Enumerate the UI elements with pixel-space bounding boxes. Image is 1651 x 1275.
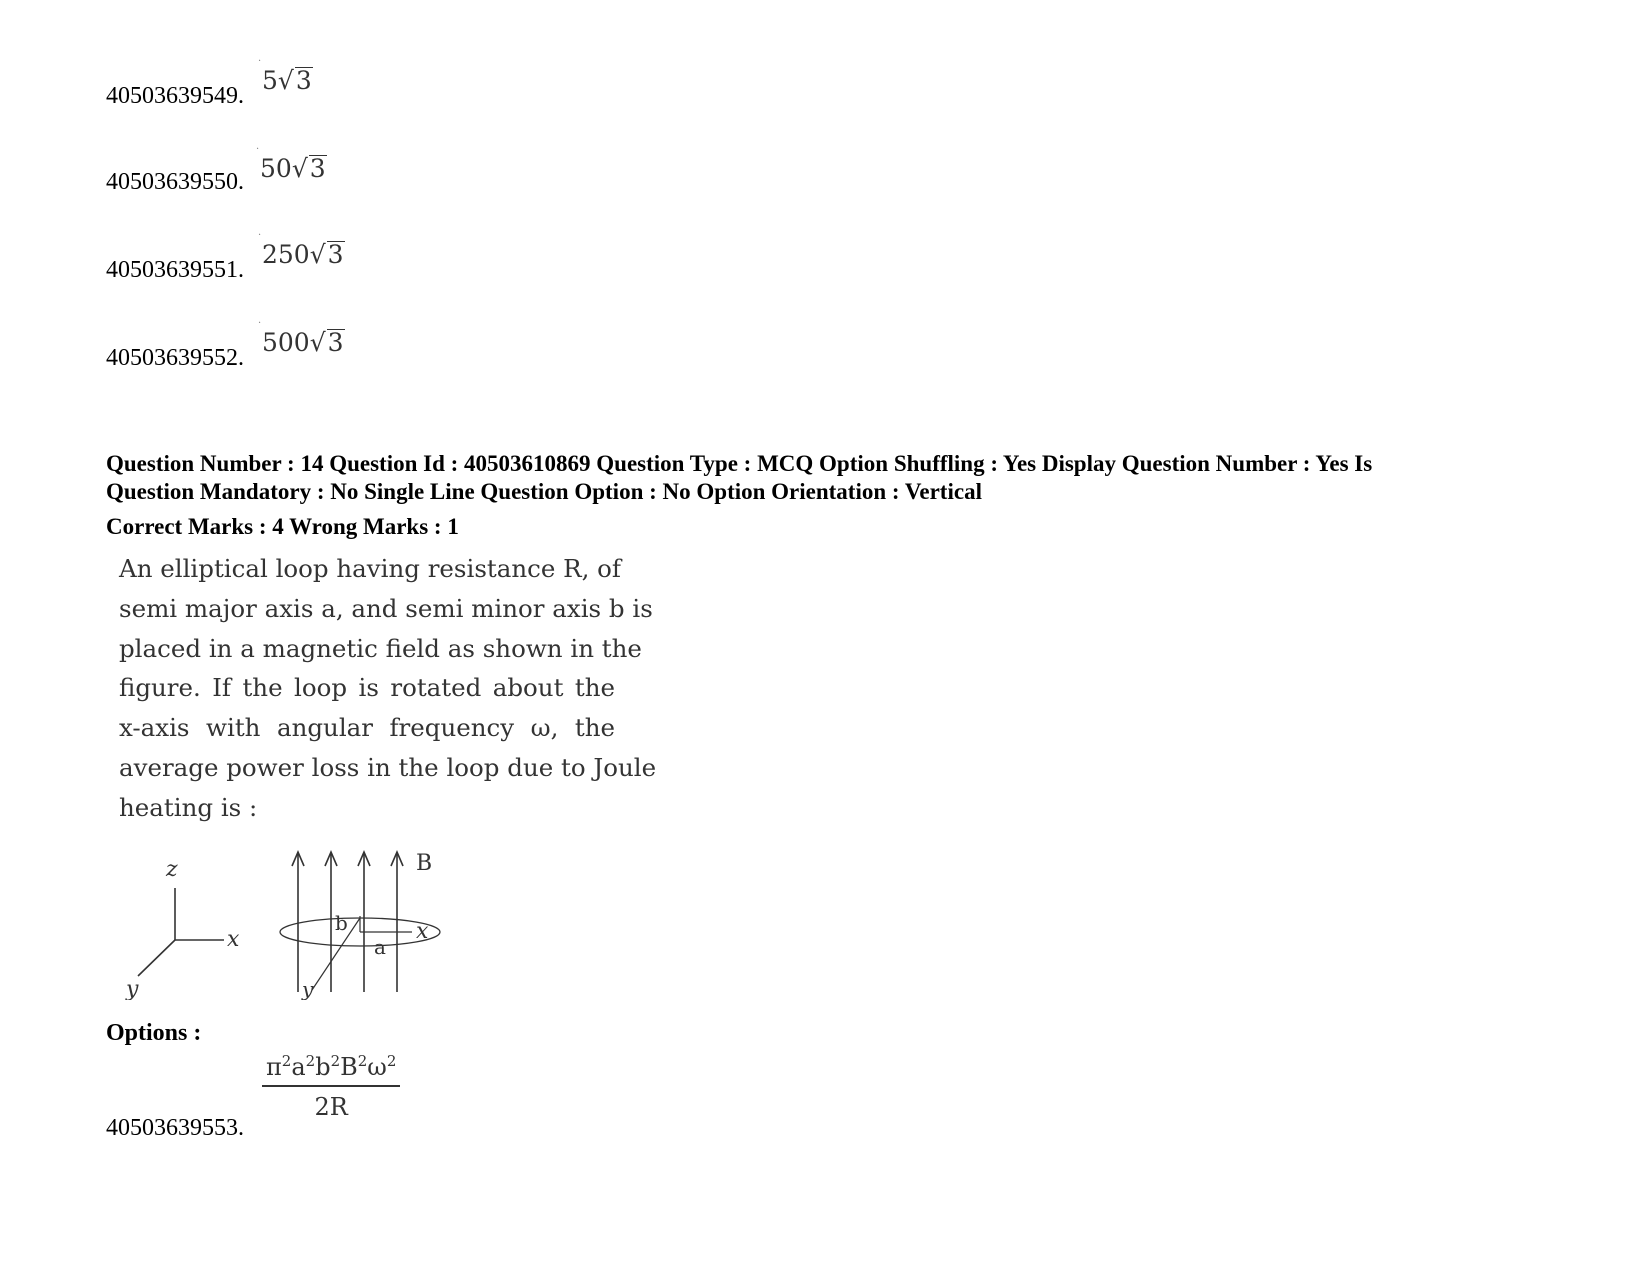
option-fraction xyxy=(262,1052,400,1121)
option-id: 40503639551. xyxy=(106,257,244,283)
question-meta xyxy=(106,450,1556,506)
loop-y-label: y xyxy=(302,977,314,1000)
sqrt-symbol: √3 xyxy=(309,240,344,269)
fraction-numerator: $\pi^2a^2b^2B^2\omega^2$ xyxy=(262,1052,400,1087)
y-label: y xyxy=(126,977,139,1000)
sqrt-symbol: √3 xyxy=(309,328,344,357)
semi-major-label: a xyxy=(374,935,386,959)
question-text-line: figure. If the loop is rotated about the xyxy=(119,673,615,703)
question-text xyxy=(119,549,657,828)
question-meta-line2: Question Mandatory : No Single Line Question Option : No Option Orientation : Vertical xyxy=(106,479,982,504)
sqrt-symbol: √3 xyxy=(291,154,326,183)
option-coef: 50 xyxy=(260,154,292,183)
option-value: · 500√3 xyxy=(258,318,344,357)
option-radicand: 3 xyxy=(309,154,326,183)
fraction-denominator: 2R xyxy=(314,1093,348,1121)
option-radicand: 3 xyxy=(327,328,344,357)
option-value: · 5√3 xyxy=(258,56,312,95)
y-axis-line xyxy=(138,940,175,976)
options-label: Options : xyxy=(106,1020,202,1046)
option-radicand: 3 xyxy=(327,240,344,269)
option-radicand: 3 xyxy=(295,66,312,95)
question-text-line: semi major axis a, and semi minor axis b is xyxy=(119,593,653,623)
option-coef: 250 xyxy=(262,240,310,269)
question-text-line: x-axis with angular frequency ω, the xyxy=(119,713,615,743)
sqrt-symbol: √3 xyxy=(277,66,312,95)
question-text-line: An elliptical loop having resistance R, of xyxy=(119,554,621,583)
option-id: 40503639553. xyxy=(106,1115,244,1141)
option-coef: 500 xyxy=(262,328,310,357)
z-label: z xyxy=(166,857,178,882)
question-text-line: average power loss in the loop due to Joule xyxy=(119,752,657,782)
option-coef: 5 xyxy=(262,66,278,95)
question-marks: Correct Marks : 4 Wrong Marks : 1 xyxy=(106,514,459,539)
option-id: 40503639549. xyxy=(106,83,244,109)
b-field-label: B xyxy=(416,851,433,876)
x-label: x xyxy=(227,927,240,952)
loop-figure xyxy=(110,840,450,1000)
option-value: · 50√3 xyxy=(256,144,326,183)
option-id: 40503639550. xyxy=(106,169,244,195)
loop-x-label: x xyxy=(416,919,429,944)
question-text-line: heating is : xyxy=(119,792,258,822)
option-value: · 250√3 xyxy=(258,230,344,269)
question-meta-line1: Question Number : 14 Question Id : 40503610869 Question Type : MCQ Option Shuffling : Yes Display Question Number : Yes Is xyxy=(106,451,1373,476)
option-id: 40503639552. xyxy=(106,345,244,371)
question-text-line: placed in a magnetic field as shown in the xyxy=(119,633,642,663)
semi-minor-label: b xyxy=(335,911,348,935)
